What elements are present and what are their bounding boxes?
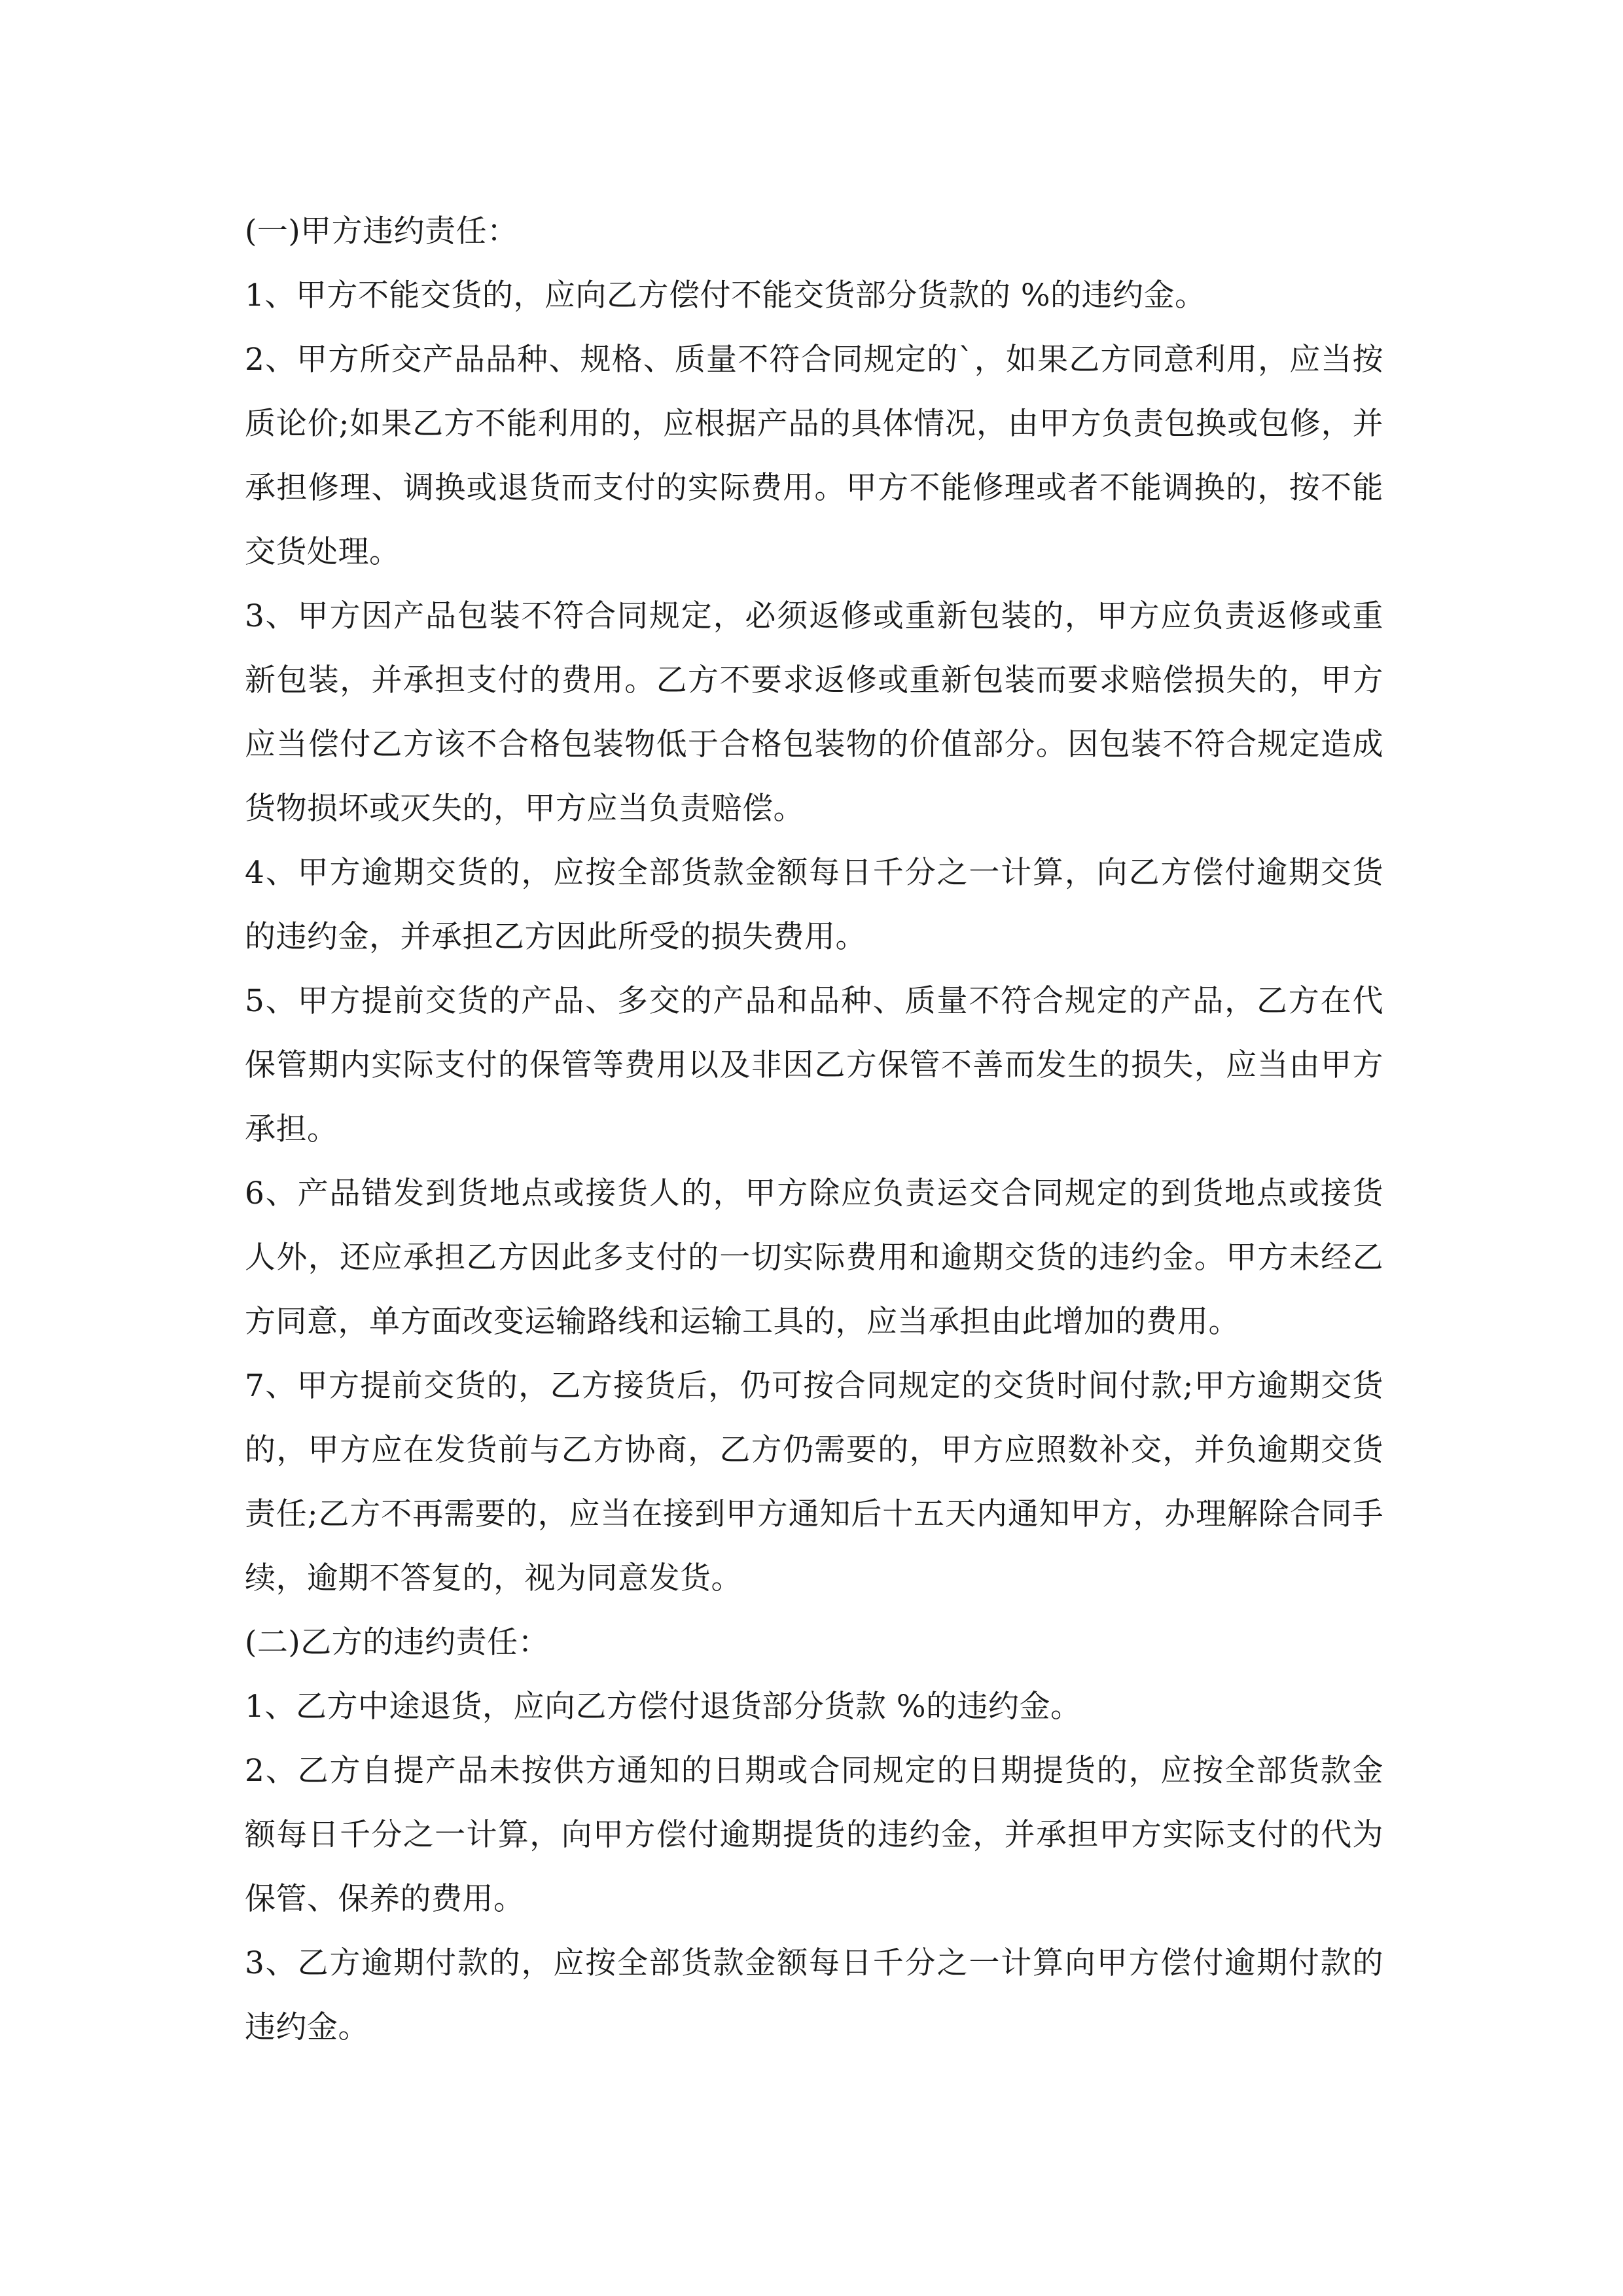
- clause-a-6: 6、产品错发到货地点或接货人的，甲方除应负责运交合同规定的到货地点或接货人外，还应承担乙方因此多支付的一切实际费用和逾期交货的违约金。甲方未经乙方同意，单方面改变运输路线和运输工具的，应当承担由此增加的费用。: [245, 1175, 1383, 1340]
- clause-a-1: 1、甲方不能交货的，应向乙方偿付不能交货部分货款的 %的违约金。: [245, 278, 1206, 314]
- document-body: [245, 200, 1383, 2060]
- clause-a-3: 3、甲方因产品包装不符合同规定，必须返修或重新包装的，甲方应负责返修或重新包装，并承担支付的费用。乙方不要求返修或重新包装而要求赔偿损失的，甲方应当偿付乙方该不合格包装物低于合格包装物的价值部分。因包装不符合规定造成货物损坏或灭失的，甲方应当负责赔偿。: [245, 598, 1383, 827]
- clause-a-4: 4、甲方逾期交货的，应按全部货款金额每日千分之一计算，向乙方偿付逾期交货的违约金，并承担乙方因此所受的损失费用。: [245, 855, 1383, 955]
- clause-b-3: 3、乙方逾期付款的，应按全部货款金额每日千分之一计算向甲方偿付逾期付款的违约金。: [245, 1945, 1383, 2045]
- section-heading-party-b: (二)乙方的违约责任：: [245, 1624, 550, 1660]
- clause-b-1: 1、乙方中途退货，应向乙方偿付退货部分货款 %的违约金。: [245, 1689, 1082, 1725]
- clause-a-5: 5、甲方提前交货的产品、多交的产品和品种、质量不符合规定的产品，乙方在代保管期内实际支付的保管等费用以及非因乙方保管不善而发生的损失，应当由甲方承担。: [245, 983, 1383, 1147]
- clause-a-2: 2、甲方所交产品品种、规格、质量不符合同规定的`，如果乙方同意利用，应当按质论价;如果乙方不能利用的，应根据产品的具体情况，由甲方负责包换或包修，并承担修理、调换或退货而支付的实际费用。甲方不能修理或者不能调换的，按不能交货处理。: [245, 342, 1383, 570]
- clause-b-2: 2、乙方自提产品未按供方通知的日期或合同规定的日期提货的，应按全部货款金额每日千分之一计算，向甲方偿付逾期提货的违约金，并承担甲方实际支付的代为保管、保养的费用。: [245, 1753, 1383, 1917]
- clause-a-7: 7、甲方提前交货的，乙方接货后，仍可按合同规定的交货时间付款;甲方逾期交货的，甲方应在发货前与乙方协商，乙方仍需要的，甲方应照数补交，并负逾期交货责任;乙方不再需要的，应当在接到甲方通知后十五天内通知甲方，办理解除合同手续，逾期不答复的，视为同意发货。: [245, 1368, 1383, 1596]
- section-heading-party-a: (一)甲方违约责任：: [245, 213, 518, 249]
